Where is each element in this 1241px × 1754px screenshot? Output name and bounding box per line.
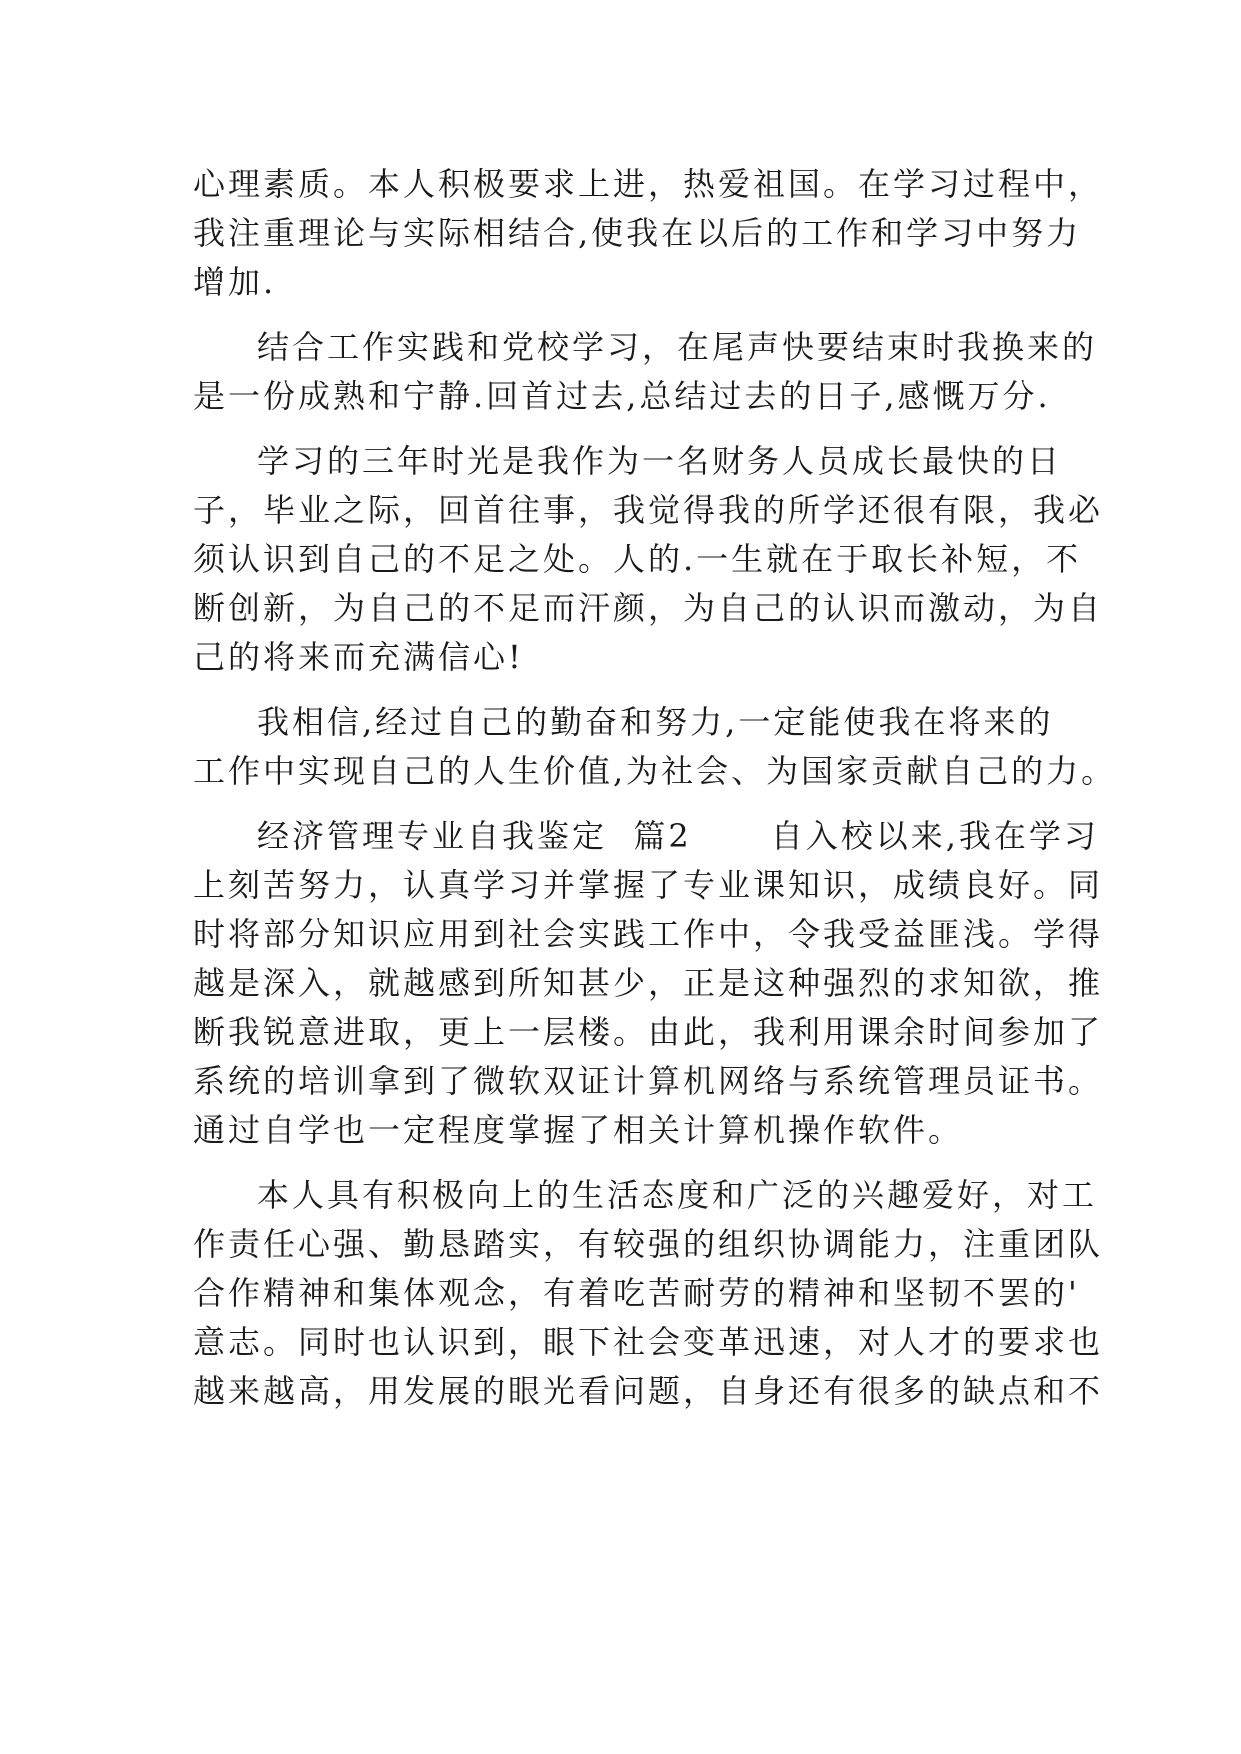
document-body [193, 160, 1117, 1416]
text-line: 我注重理论与实际相结合,使我在以后的工作和学习中努力 [193, 214, 1082, 252]
text-line: 越来越高，用发展的眼光看问题，自身还有很多的缺点和不 [193, 1372, 1104, 1410]
text-line: 学习的三年时光是我作为一名财务人员成长最快的日 [257, 442, 1063, 480]
text-line: 我相信,经过自己的勤奋和努力,一定能使我在将来的 [257, 703, 1054, 741]
text-line: 上刻苦努力，认真学习并掌握了专业课知识，成绩良好。同 [193, 866, 1104, 904]
text-line: 子，毕业之际，回首往事，我觉得我的所学还很有限，我必 [193, 491, 1104, 529]
text-line: 工作中实现自己的人生价值,为社会、为国家贡献自己的力。 [193, 752, 1117, 790]
paragraph-3 [193, 437, 1104, 682]
text-line: 作责任心强、勤恳踏实，有较强的组织协调能力，注重团队 [193, 1225, 1104, 1263]
text-line: 断我锐意进取，更上一层楼。由此，我利用课余时间参加了 [193, 1013, 1104, 1051]
text-line: 越是深入，就越感到所知甚少，正是这种强烈的求知欲，推 [193, 964, 1104, 1002]
paragraph-6 [193, 1171, 1104, 1416]
paragraph-1 [193, 160, 1104, 307]
text-line: 合作精神和集体观念，有着吃苦耐劳的精神和坚韧不罢的' [193, 1274, 1080, 1312]
text-line: 结合工作实践和党校学习，在尾声快要结束时我换来的 [257, 328, 1098, 366]
text-line: 己的将来而充满信心! [193, 638, 524, 676]
text-line: 心理素质。本人积极要求上进，热爱祖国。在学习过程中， [193, 165, 1104, 203]
section-title-line: 经济管理专业自我鉴定 篇2 自入校以来,我在学习 [257, 817, 1099, 855]
paragraph-4 [193, 698, 1117, 796]
text-line: 时将部分知识应用到社会实践工作中，令我受益匪浅。学得 [193, 915, 1104, 953]
text-line: 是一份成熟和宁静.回首过去,总结过去的日子,感慨万分. [193, 377, 1051, 415]
text-line: 断创新，为自己的不足而汗颜，为自己的认识而激动，为自 [193, 589, 1104, 627]
text-line: 增加. [193, 263, 277, 301]
text-line: 意志。同时也认识到，眼下社会变革迅速，对人才的要求也 [193, 1323, 1104, 1361]
paragraph-2 [193, 323, 1098, 421]
text-line: 系统的培训拿到了微软双证计算机网络与系统管理员证书。 [193, 1062, 1104, 1100]
text-line: 须认识到自己的不足之处。人的.一生就在于取长补短，不 [193, 540, 1082, 578]
text-line: 通过自学也一定程度掌握了相关计算机操作软件。 [193, 1111, 964, 1149]
text-line: 本人具有积极向上的生活态度和广泛的兴趣爱好，对工 [257, 1176, 1098, 1214]
paragraph-5 [193, 812, 1104, 1155]
